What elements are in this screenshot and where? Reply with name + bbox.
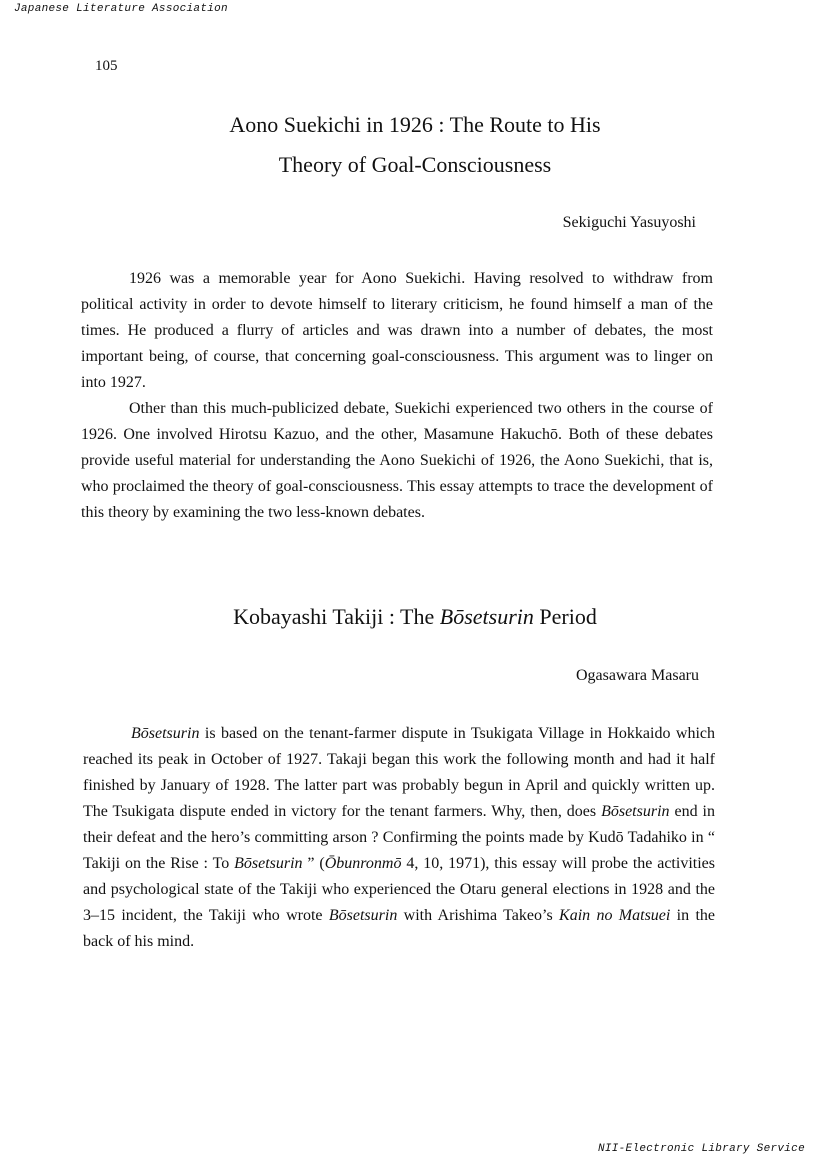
italic-work-title: Ōbunronmō (324, 855, 402, 872)
paragraph-text-segment: with Arishima Takeo’s (397, 907, 560, 924)
article-1-title-line-2: Theory of Goal-Consciousness (278, 152, 552, 177)
article-2-title-post: Period (533, 604, 597, 629)
paragraph-text-segment: 4, 10, 1971), this essay will probe the activities and psychological state of the Takiji who experienced the Otaru general elections in 1928 and the 3–15 incident, the Takiji who wrote (83, 855, 715, 924)
italic-work-title: Bōsetsurin (131, 725, 200, 742)
publisher-header: Japanese Literature Association (14, 3, 228, 15)
article-1-abstract (81, 266, 713, 526)
article-2-abstract (83, 721, 715, 955)
paragraph-text-segment: is based on the tenant-farmer dispute in Tsukigata Village in Hokkaido which reached its peak in October of 1927. Takaji began this work the following month and had it half finished by January of 1928. The latter part was probably begun in April and quickly written up. The Tsukigata dispute ended in victory for the tenant farmers. Why, then, does (83, 725, 715, 820)
article-1-author: Sekiguchi Yasuyoshi (562, 214, 696, 231)
page-number: 105 (95, 58, 118, 74)
italic-work-title: Bōsetsurin (234, 855, 303, 872)
article-1-paragraph-2: Other than this much-publicized debate, Suekichi experienced two others in the course of 1926. One involved Hirotsu Kazuo, and the other, Masamune Hakuchō. Both of these debates provide useful material for understanding the Aono Suekichi of 1926, the Aono Suekichi, that is, who proclaimed the theory of goal-consciousness. This essay attempts to trace the development of this theory by examining the two less-known debates. (81, 400, 713, 521)
article-1-paragraph-1: 1926 was a memorable year for Aono Suekichi. Having resolved to withdraw from political activity in order to devote himself to literary criticism, he found himself a man of the times. He produced a flurry of articles and was drawn into a number of debates, the most important being, of course, that concerning goal-consciousness. This argument was to linger on into 1927. (81, 270, 713, 391)
article-2-paragraph-1 (83, 721, 715, 955)
article-2-title (120, 597, 710, 637)
italic-work-title: Bōsetsurin (328, 907, 398, 924)
italic-work-title: Kain no Matsuei (559, 907, 671, 924)
article-1-title (120, 105, 710, 185)
article-1-title-line-1: Aono Suekichi in 1926 : The Route to His (229, 112, 601, 137)
article-2-author: Ogasawara Masaru (575, 667, 699, 684)
paragraph-text-segment: in the back of his mind. (83, 907, 715, 950)
library-service-footer: NII-Electronic Library Service (597, 1143, 805, 1155)
paragraph-text-segment: ” ( (302, 855, 325, 872)
article-2-title-pre: Kobayashi Takiji : The (233, 604, 440, 629)
paragraph-text-segment: end in their defeat and the hero’s committing arson ? Confirming the points made by Kudō Tadahiko in “ Takiji on the Rise : To (83, 803, 716, 872)
italic-work-title: Bōsetsurin (601, 803, 670, 820)
article-2-title-italic: Bōsetsurin (439, 604, 534, 629)
